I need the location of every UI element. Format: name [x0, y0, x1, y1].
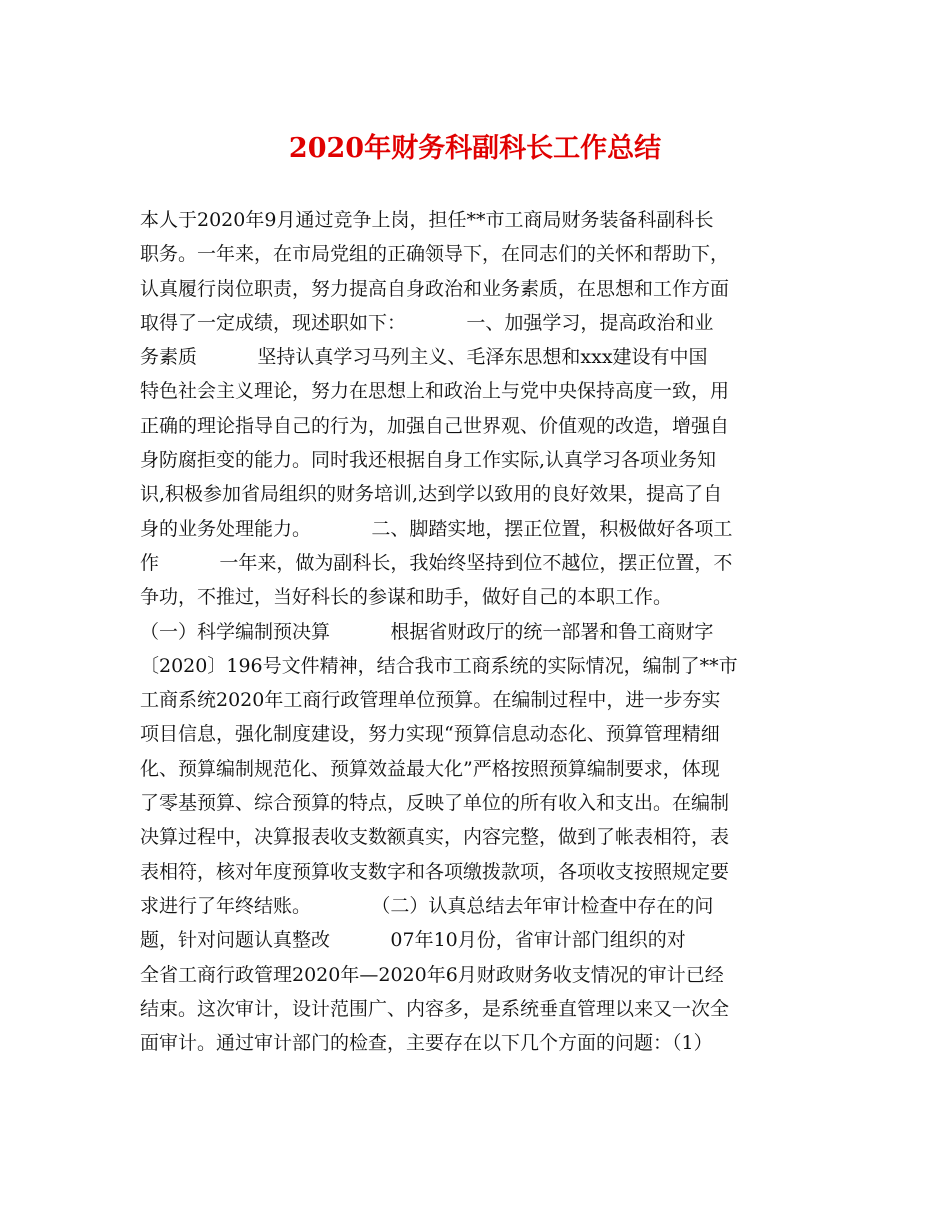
body-line: 本人于2020年9月通过竞争上岗，担任**市工商局财务装备科副科长	[140, 209, 714, 231]
body-line: 争功，不推过，当好科长的参谋和助手，做好自己的本职工作。	[140, 586, 673, 609]
body-line: 取得了一定成绩，现述职如下： 一、加强学习，提高政治和业	[140, 311, 714, 334]
body-line: 务素质 坚持认真学习马列主义、毛泽东思想和xxx建设有中国	[140, 346, 708, 369]
body-line: 正确的理论指导自己的行为，加强自己世界观、价值观的改造，增强自	[140, 414, 730, 437]
body-line: 职务。一年来，在市局党组的正确领导下，在同志们的关怀和帮助下，	[140, 243, 730, 266]
body-line: 认真履行岗位职责，努力提高自身政治和业务素质，在思想和工作方面	[140, 277, 730, 300]
body-line: 项目信息，强化制度建设，努力实现“预算信息动态化、预算管理精细	[140, 723, 720, 746]
body-line: 工商系统2020年工商行政管理单位预算。在编制过程中，进一步夯实	[140, 689, 721, 712]
document-title: 2020年财务科副科长工作总结	[288, 133, 662, 164]
body-line: 特色社会主义理论，努力在思想上和政治上与党中央保持高度一致，用	[140, 380, 730, 403]
body-line: 题，针对问题认真整改 07年10月份，省审计部门组织的对	[140, 929, 686, 952]
body-line: 身防腐拒变的能力。同时我还根据自身工作实际,认真学习各项业务知	[140, 449, 717, 472]
body-line: 身的业务处理能力。 二、脚踏实地，摆正位置，积极做好各项工	[140, 517, 733, 540]
body-line: 了零基预算、综合预算的特点，反映了单位的所有收入和支出。在编制	[140, 792, 730, 815]
body-line: 面审计。通过审计部门的检查，主要存在以下几个方面的问题：（1）	[140, 1032, 713, 1055]
body-line: 识,积极参加省局组织的财务培训,达到学以致用的良好效果，提高了自	[140, 483, 723, 506]
body-line: （一）科学编制预决算 根据省财政厅的统一部署和鲁工商财字	[140, 620, 714, 643]
body-line: 〔2020〕196号文件精神，结合我市工商系统的实际情况，编制了**市	[140, 654, 738, 677]
body-line: 求进行了年终结账。 （二）认真总结去年审计检查中存在的问	[140, 894, 714, 917]
document-body	[140, 203, 820, 1060]
body-line: 作 一年来，做为副科长，我始终坚持到位不越位，摆正位置，不	[140, 551, 733, 574]
body-line: 决算过程中，决算报表收支数额真实，内容完整，做到了帐表相符，表	[140, 826, 730, 849]
body-line: 结束。这次审计，设计范围广、内容多，是系统垂直管理以来又一次全	[140, 997, 730, 1020]
body-line: 化、预算编制规范化、预算效益最大化”严格按照预算编制要求，体现	[140, 757, 720, 780]
body-line: 全省工商行政管理2020年—2020年6月财政财务收支情况的审计已经	[140, 963, 724, 986]
body-line: 表相符，核对年度预算收支数字和各项缴拨款项，各项收支按照规定要	[140, 860, 730, 883]
